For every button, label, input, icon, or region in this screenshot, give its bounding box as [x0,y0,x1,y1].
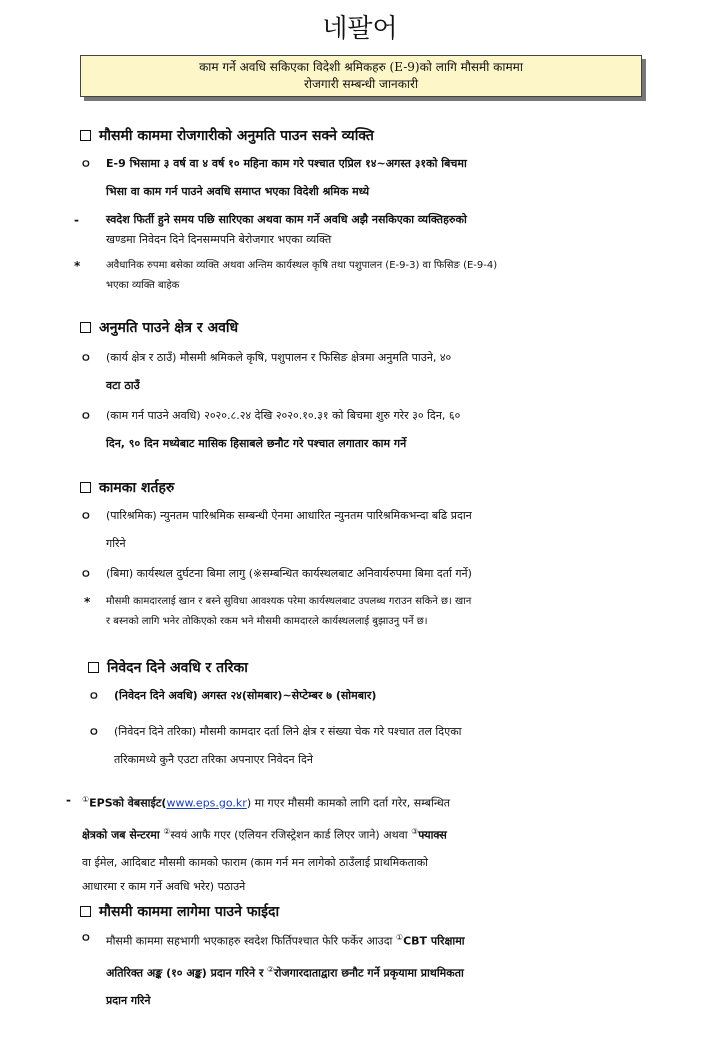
checkbox-square-icon [80,906,91,917]
item-line: E-9 भिसामा ३ वर्ष वा ४ वर्ष १० महिना काम गरे पश्चात एप्रिल १४~अगस्त ३१को बिचमा [106,157,467,170]
checkbox-square-icon [88,662,99,673]
circled-number: ② [163,826,171,836]
list-item [80,150,660,206]
heading-text: कामका शर्तहरु [99,479,175,496]
item-line: (पारिश्रमिक) न्युनतम पारिश्रमिक सम्बन्धी ऐनमा आधारित न्युनतम पारिश्रमिकभन्दा बढि प्रदान [106,509,472,522]
circled-number: ② [266,964,275,974]
list-item [80,924,660,1015]
item-line: (बिमा) कार्यस्थल दुर्घटना बिमा लागु (※सम्बन्धित कार्यस्थलबाट अनिवार्यरुपमा बिमा दर्ता गर्ने) [106,567,472,580]
item-line: वा ईमेल, आदिबाट मौसमी कामको फाराम (काम गर्न मन लागेको ठाउँलाई प्राथमिकताको [82,856,429,870]
circled-number: ① [395,933,404,942]
dash-bullet-icon: - [74,213,79,227]
item-line: दिन, ९० दिन मध्येबाट मासिक हिसाबले छनौट गरे पश्चात लगातार काम गर्ने [106,437,407,450]
item-line: गरिने [106,537,126,550]
item-line: वटा ठाउँ [106,379,140,392]
eps-website-link[interactable]: www.eps.go.kr [166,796,247,810]
banner-line-1: काम गर्ने अवधि सकिएका विदेशी श्रमिकहरु (E-9)को लागि मौसमी काममा [199,60,523,74]
item-line: खण्डमा निवेदन दिने दिनसम्मपनि बेरोजगार भएका व्यक्ति [106,233,332,246]
list-item [80,560,660,588]
item-text: मौसमी काममा सहभागी भएकाहरु स्वदेश फिर्तिपश्चात फेरि फर्केर आउदा [106,934,393,948]
list-item [80,682,660,710]
item-line: भएका व्यक्ति बाहेक [106,280,180,291]
circle-bullet-icon: ㅇ [80,567,92,581]
circled-number: ③ [411,826,419,836]
item-text: ) मा गएर मौसमी कामको लागि दर्ता गरेर, सम्बन्धित [246,796,450,810]
list-item [80,402,660,458]
asterisk-bullet-icon: * [84,595,91,609]
dash-bullet-icon: - [66,793,71,807]
item-line: (निवेदन दिने अवधि) अगस्त २४(सोमबार)~सेप्टेम्बर ७ (सोमबार) [114,689,377,702]
checkbox-square-icon [80,322,91,333]
heading-text: अनुमति पाउने क्षेत्र र अवधि [99,319,239,336]
list-item [80,502,660,558]
circle-bullet-icon: ㅇ [80,157,92,171]
section-heading [80,900,660,922]
item-line: अवैधानिक रुपमा बसेका व्यक्ति अथवा अन्तिम कार्यस्थल कृषि तथा पशुपालन (E-9-3) वा फिसिङ (E-9-4) [106,260,498,271]
section-heading [80,656,660,678]
item-line: (काम गर्न पाउने अवधि) २०२०.८.२४ देखि २०२०.१०.३१ को बिचमा शुरु गरेर ३० दिन, ६० [106,409,461,422]
item-text: अतिरिक्त अङ्क (१० अङ्क) प्रदान गरिने र [106,966,264,980]
item-line: (कार्य क्षेत्र र ठाउँ) मौसमी श्रमिकले कृषि, पशुपालन र फिसिङ क्षेत्रमा अनुमति पाउने, ४० [106,351,452,364]
item-text: स्वयं आफै गएर (एलियन रजिस्ट्रेशन कार्ड लिएर जाने) अथवा [170,828,408,842]
circle-bullet-icon: ㅇ [80,351,92,365]
section-benefits [80,900,660,1015]
item-line: मौसमी कामदारलाई खान र बस्ने सुविधा आवश्यक परेमा कार्यस्थलबाट उपलब्ध गराउन सकिने छ। खान [106,596,472,607]
item-line: भिसा वा काम गर्न पाउने अवधि समाप्त भएका विदेशी श्रमिक मध्ये [106,185,370,198]
banner-line-2: रोजगारी सम्बन्धी जानकारी [303,77,419,91]
list-item [74,210,660,250]
circle-bullet-icon: ㅇ [88,689,100,703]
list-item [80,718,660,774]
item-line: तरिकामध्ये कुनै एउटा तरिका अपनाएर निवेदन दिने [114,753,313,766]
circle-bullet-icon: ㅇ [88,725,100,739]
item-line: स्वदेश फिर्ती हुने समय पछि सारिएका अथवा काम गर्ने अवधि अझै नसकिएका व्यक्तिहरुको [106,213,467,226]
section-work-conditions [80,476,660,632]
list-item [74,256,660,296]
item-line: (निवेदन दिने तरिका) मौसमी कामदार दर्ता लिने क्षेत्र र संख्या चेक गरे पश्चात तल दिएका [114,725,462,738]
section-heading [80,124,660,146]
list-item [80,592,660,632]
asterisk-bullet-icon: * [74,259,81,273]
heading-text: मौसमी काममा रोजगारीको अनुमति पाउन सक्ने व्यक्ति [99,127,374,144]
list-item [80,344,660,400]
circle-bullet-icon: ㅇ [80,931,92,945]
checkbox-square-icon [80,130,91,141]
circle-bullet-icon: ㅇ [80,409,92,423]
heading-text: निवेदन दिने अवधि र तरिका [107,659,248,676]
item-text: क्षेत्रको जब सेन्टरमा [82,828,160,842]
heading-text: मौसमी काममा लागेमा पाउने फाईदा [99,903,280,920]
section-application [66,656,660,897]
page-title: 네팔어 [322,14,398,44]
section-eligibility [74,124,660,296]
item-text: EPSको वेबसाईट( [89,796,167,810]
item-line: र बस्नको लागि भनेर तोकिएको रकम भने मौसमी कामदारले कार्यस्थललाई बुझाउनु पर्ने छ। [106,616,428,627]
item-text: रोजगारदाताद्वारा छनौट गर्ने प्रकृयामा प्राथमिकता [274,966,464,980]
circle-bullet-icon: ㅇ [80,509,92,523]
item-line: आधारमा र काम गर्ने अवधि भरेर) पठाउने [82,880,246,894]
title-banner [80,55,642,97]
section-area-period [80,316,660,458]
item-text: CBT परिक्षामा [403,934,465,948]
list-item [66,786,662,897]
circled-number: ① [82,795,90,804]
checkbox-square-icon [80,482,91,493]
section-heading [80,316,660,338]
item-line: प्रदान गरिने [106,994,151,1008]
section-heading [80,476,660,498]
item-text: फ्याक्स [418,828,447,842]
